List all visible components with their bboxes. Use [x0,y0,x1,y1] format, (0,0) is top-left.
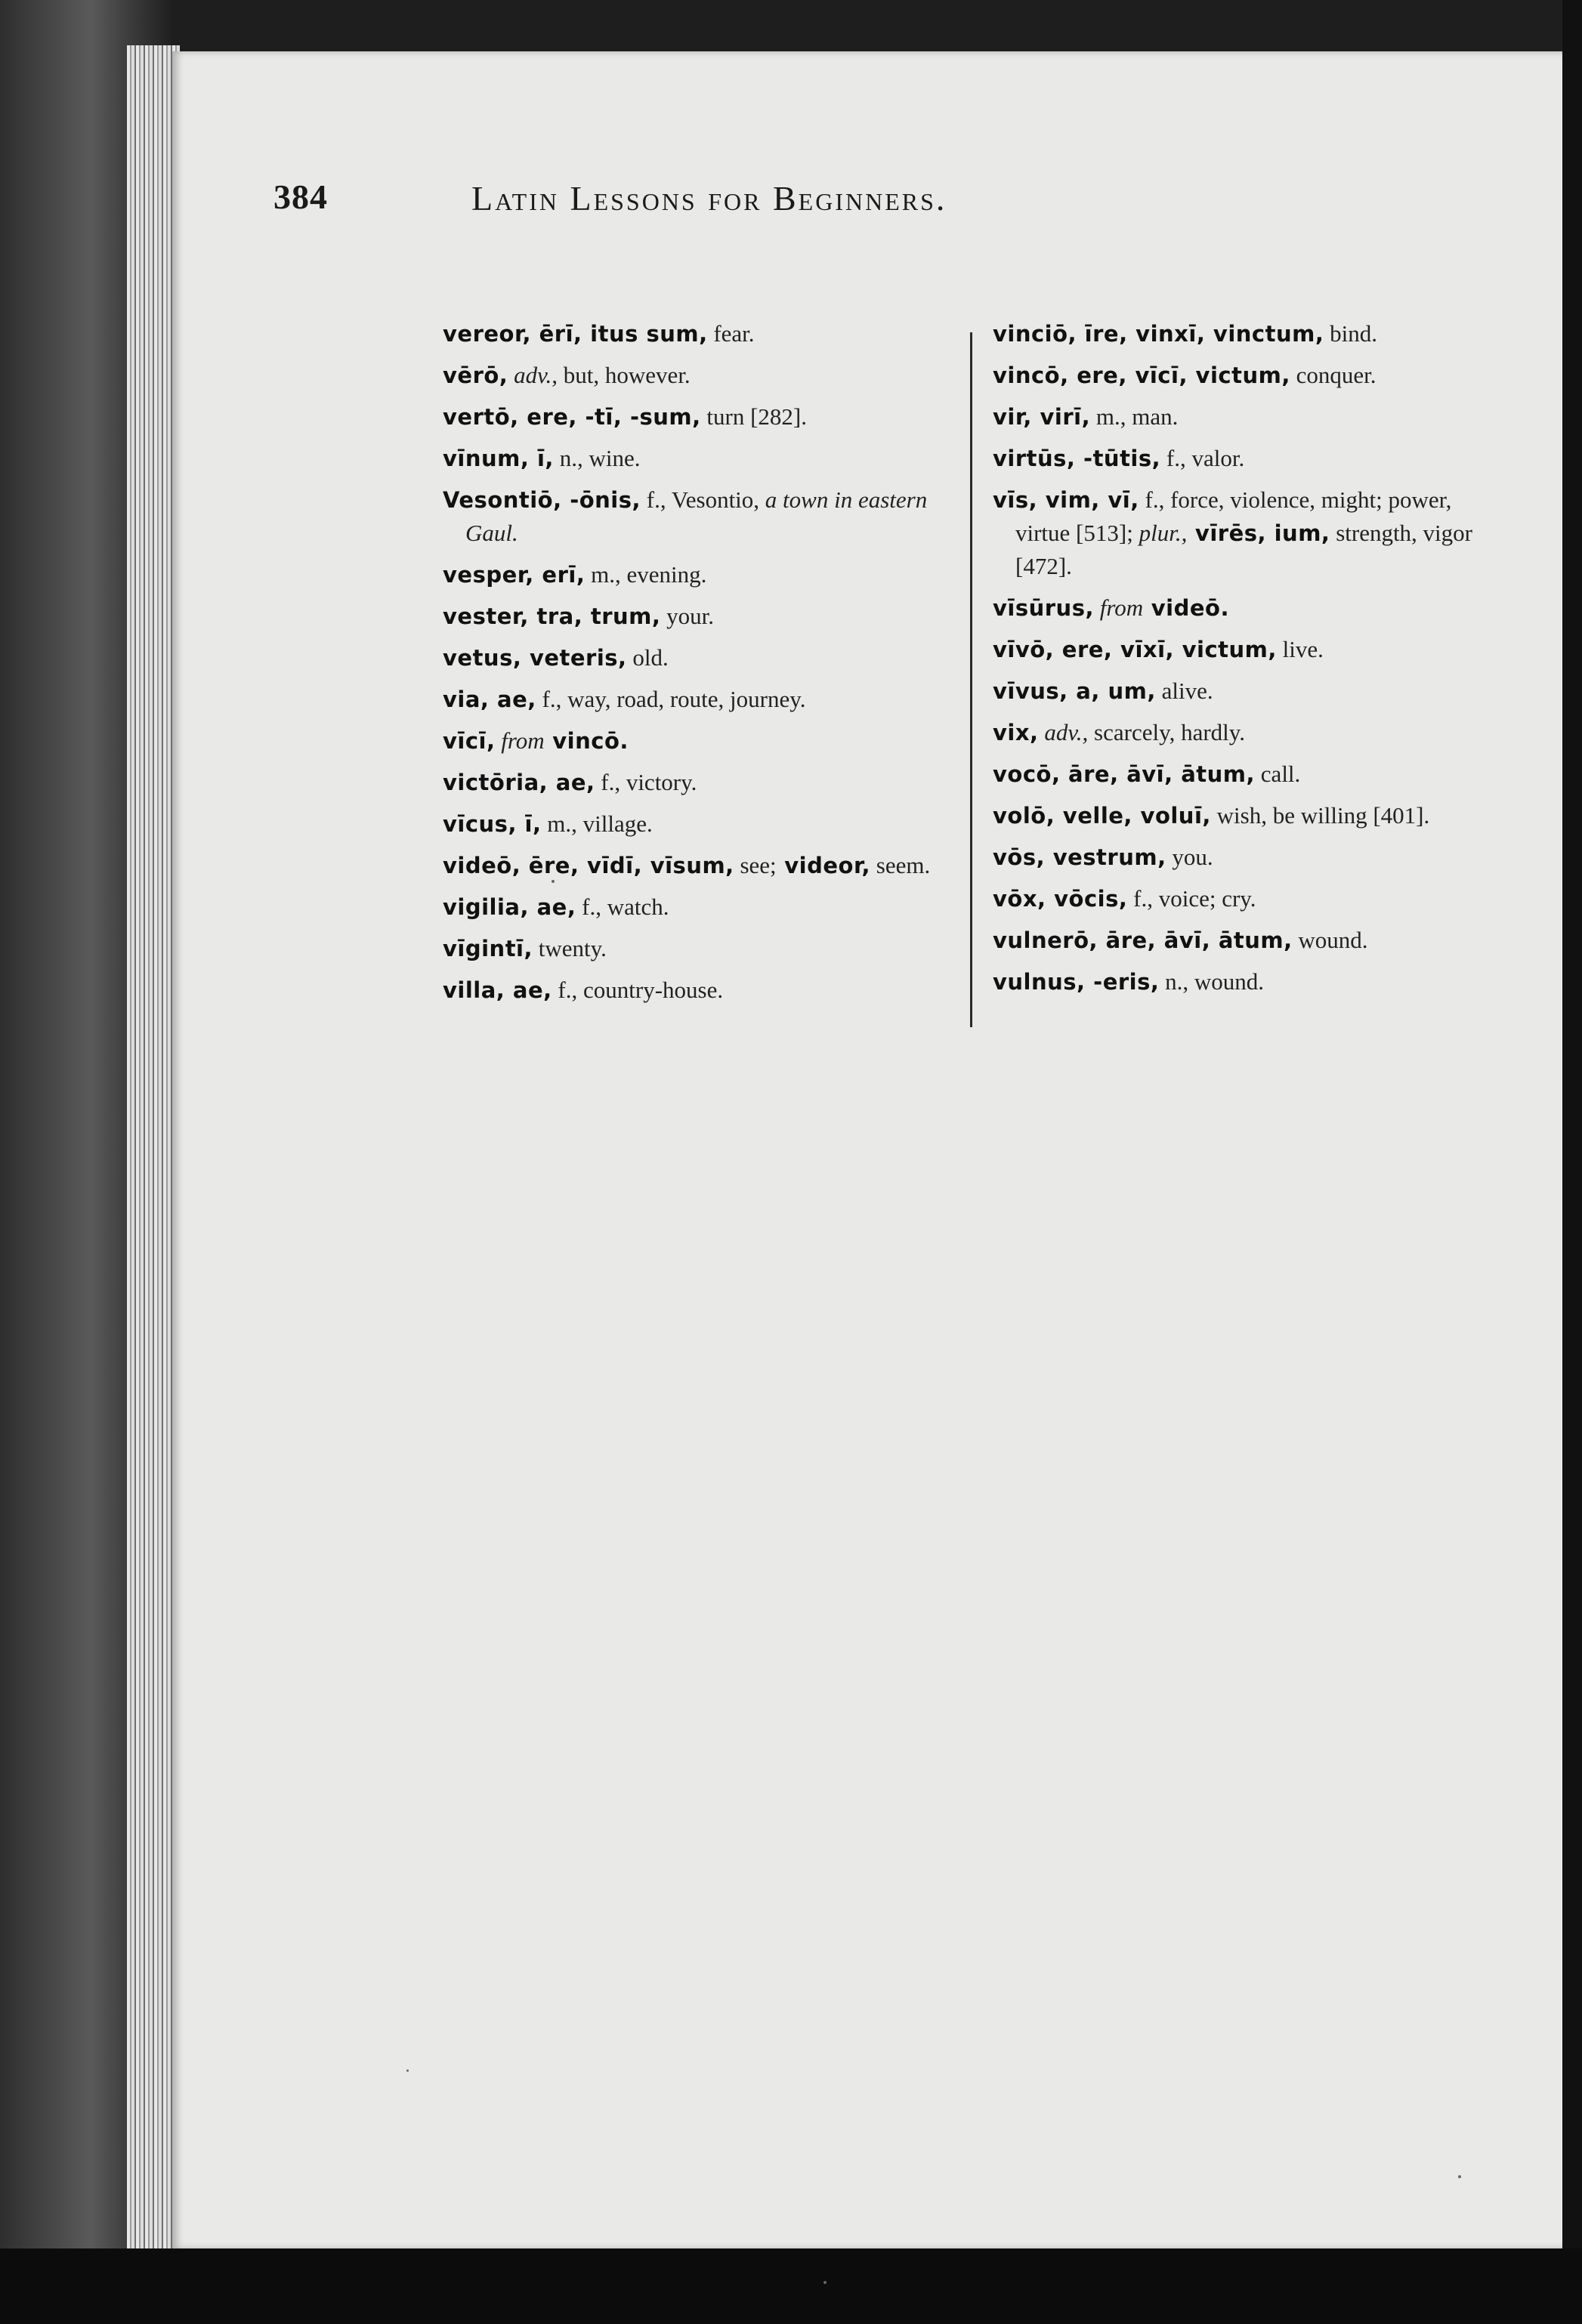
definition: seem. [870,852,931,878]
definition: call. [1255,761,1301,787]
dictionary-entry [993,317,1503,350]
dictionary-entry [443,558,949,591]
definition: see; [734,852,777,878]
italic-note: from [1093,594,1144,621]
headword: vesper, erī, [443,562,586,588]
dictionary-entry [993,882,1503,915]
definition: conquer. [1290,362,1377,388]
dictionary-entry [443,600,949,633]
column-divider [970,332,972,1027]
headword: vereor, ērī, itus sum, [443,321,708,347]
definition: wish, be willing [401]. [1210,802,1430,829]
running-title: Latin Lessons for Beginners. [471,179,947,218]
headword: vocō, āre, āvī, ātum, [993,761,1256,787]
headword: videō, ēre, vīdī, vīsum, [443,853,734,878]
definition: fear. [707,320,755,347]
dictionary-entry [993,591,1503,625]
headword: vīgintī, [443,936,533,961]
dictionary-entry [443,400,949,434]
headword: vīnum, ī, [443,446,554,471]
headword: Vesontiō, -ōnis, [443,487,641,513]
headword: vōs, vestrum, [993,844,1166,870]
dictionary-entry [443,974,949,1007]
dictionary-entry [993,633,1503,666]
definition: f., force, violence, might; power, virtue [513]; [1015,486,1452,546]
headword: victōria, ae, [443,770,595,795]
italic-note: adv., [1038,719,1089,745]
dictionary-entry [443,317,949,350]
headword: vērō, [443,363,508,388]
page-number: 384 [273,177,328,216]
definition: m., village. [541,810,653,837]
dictionary-entry [443,483,949,550]
headword: vīcus, ī, [443,811,542,837]
scan-bottom-border [0,2248,1582,2324]
headword: vincō, ere, vīcī, victum, [993,363,1290,388]
dictionary-entry [993,799,1503,832]
definition: turn [282]. [700,403,807,430]
headword: vīcī, [443,728,496,754]
dictionary-entry [443,641,949,674]
headword: vetus, veteris, [443,645,627,671]
headword: vīvō, ere, vīxī, victum, [993,637,1277,662]
headword: vir, virī, [993,404,1091,430]
definition: wound. [1292,927,1368,953]
definition: strength, vigor [472]. [1015,520,1472,579]
dictionary-entry [443,890,949,924]
definition: old. [626,644,669,671]
italic-note: a town in eastern Gaul. [465,486,928,546]
dictionary-entry [443,766,949,799]
definition: f., valor. [1160,445,1245,471]
headword: vinciō, īre, vinxī, vinctum, [993,321,1324,347]
headword: vīs, vim, vī, [993,487,1139,513]
headword: vīvus, a, um, [993,678,1156,704]
headword: vīrēs, ium, [1187,520,1330,546]
dictionary-entry [993,924,1503,957]
headword: vōx, vōcis, [993,886,1128,912]
dictionary-entry [443,724,949,758]
dictionary-entry [443,849,949,882]
definition: your. [660,603,715,629]
dictionary-entry [443,683,949,716]
definition: f., watch. [576,893,669,920]
headword: videō. [1143,595,1229,621]
dictionary-entry [993,442,1503,475]
definition: n., wine. [553,445,641,471]
headword: volō, velle, voluī, [993,803,1211,829]
dictionary-entry [993,841,1503,874]
dictionary-entry [993,359,1503,392]
dictionary-entry [993,400,1503,434]
headword: vix, [993,720,1039,745]
page-header [273,169,1392,237]
definition: f., way, road, route, journey. [536,686,806,712]
dictionary-entry [443,932,949,965]
definition: you. [1166,844,1213,870]
headword: vertō, ere, -tī, -sum, [443,404,701,430]
definition: bind. [1324,320,1377,347]
headword: vulnerō, āre, āvī, ātum, [993,927,1293,953]
definition: m., evening. [585,561,707,588]
italic-note: adv., [508,362,558,388]
headword: virtūs, -tūtis, [993,446,1161,471]
dictionary-entry [443,359,949,392]
definition: f., voice; cry. [1127,885,1256,912]
definition: m., man. [1090,403,1179,430]
definition: f., Vesontio, [641,486,760,513]
definition: alive. [1155,677,1213,704]
dictionary-entry [993,674,1503,708]
dictionary-entry [443,442,949,475]
definition: live. [1276,636,1324,662]
definition: but, however. [558,362,691,388]
headword: videor, [776,853,871,878]
vocabulary-column-left [443,317,949,1015]
headword: vigilia, ae, [443,894,576,920]
definition: scarcely, hardly. [1088,719,1246,745]
italic-note: plur., [1132,520,1188,546]
definition: twenty. [533,935,607,961]
dictionary-entry [993,758,1503,791]
dictionary-entry [443,807,949,841]
headword: via, ae, [443,687,536,712]
dictionary-entry [993,965,1503,998]
headword: vincō. [544,728,629,754]
definition: f., victory. [595,769,697,795]
dictionary-entry [993,716,1503,749]
headword: villa, ae, [443,977,552,1003]
dictionary-entry [993,483,1503,583]
headword: vulnus, -eris, [993,969,1160,995]
scan-right-border [1562,0,1582,2324]
definition: f., country-house. [552,977,724,1003]
headword: vester, tra, trum, [443,603,661,629]
italic-note: from [495,727,545,754]
definition: n., wound. [1159,968,1265,995]
headword: vīsūrus, [993,595,1094,621]
vocabulary-column-right [993,317,1503,1007]
